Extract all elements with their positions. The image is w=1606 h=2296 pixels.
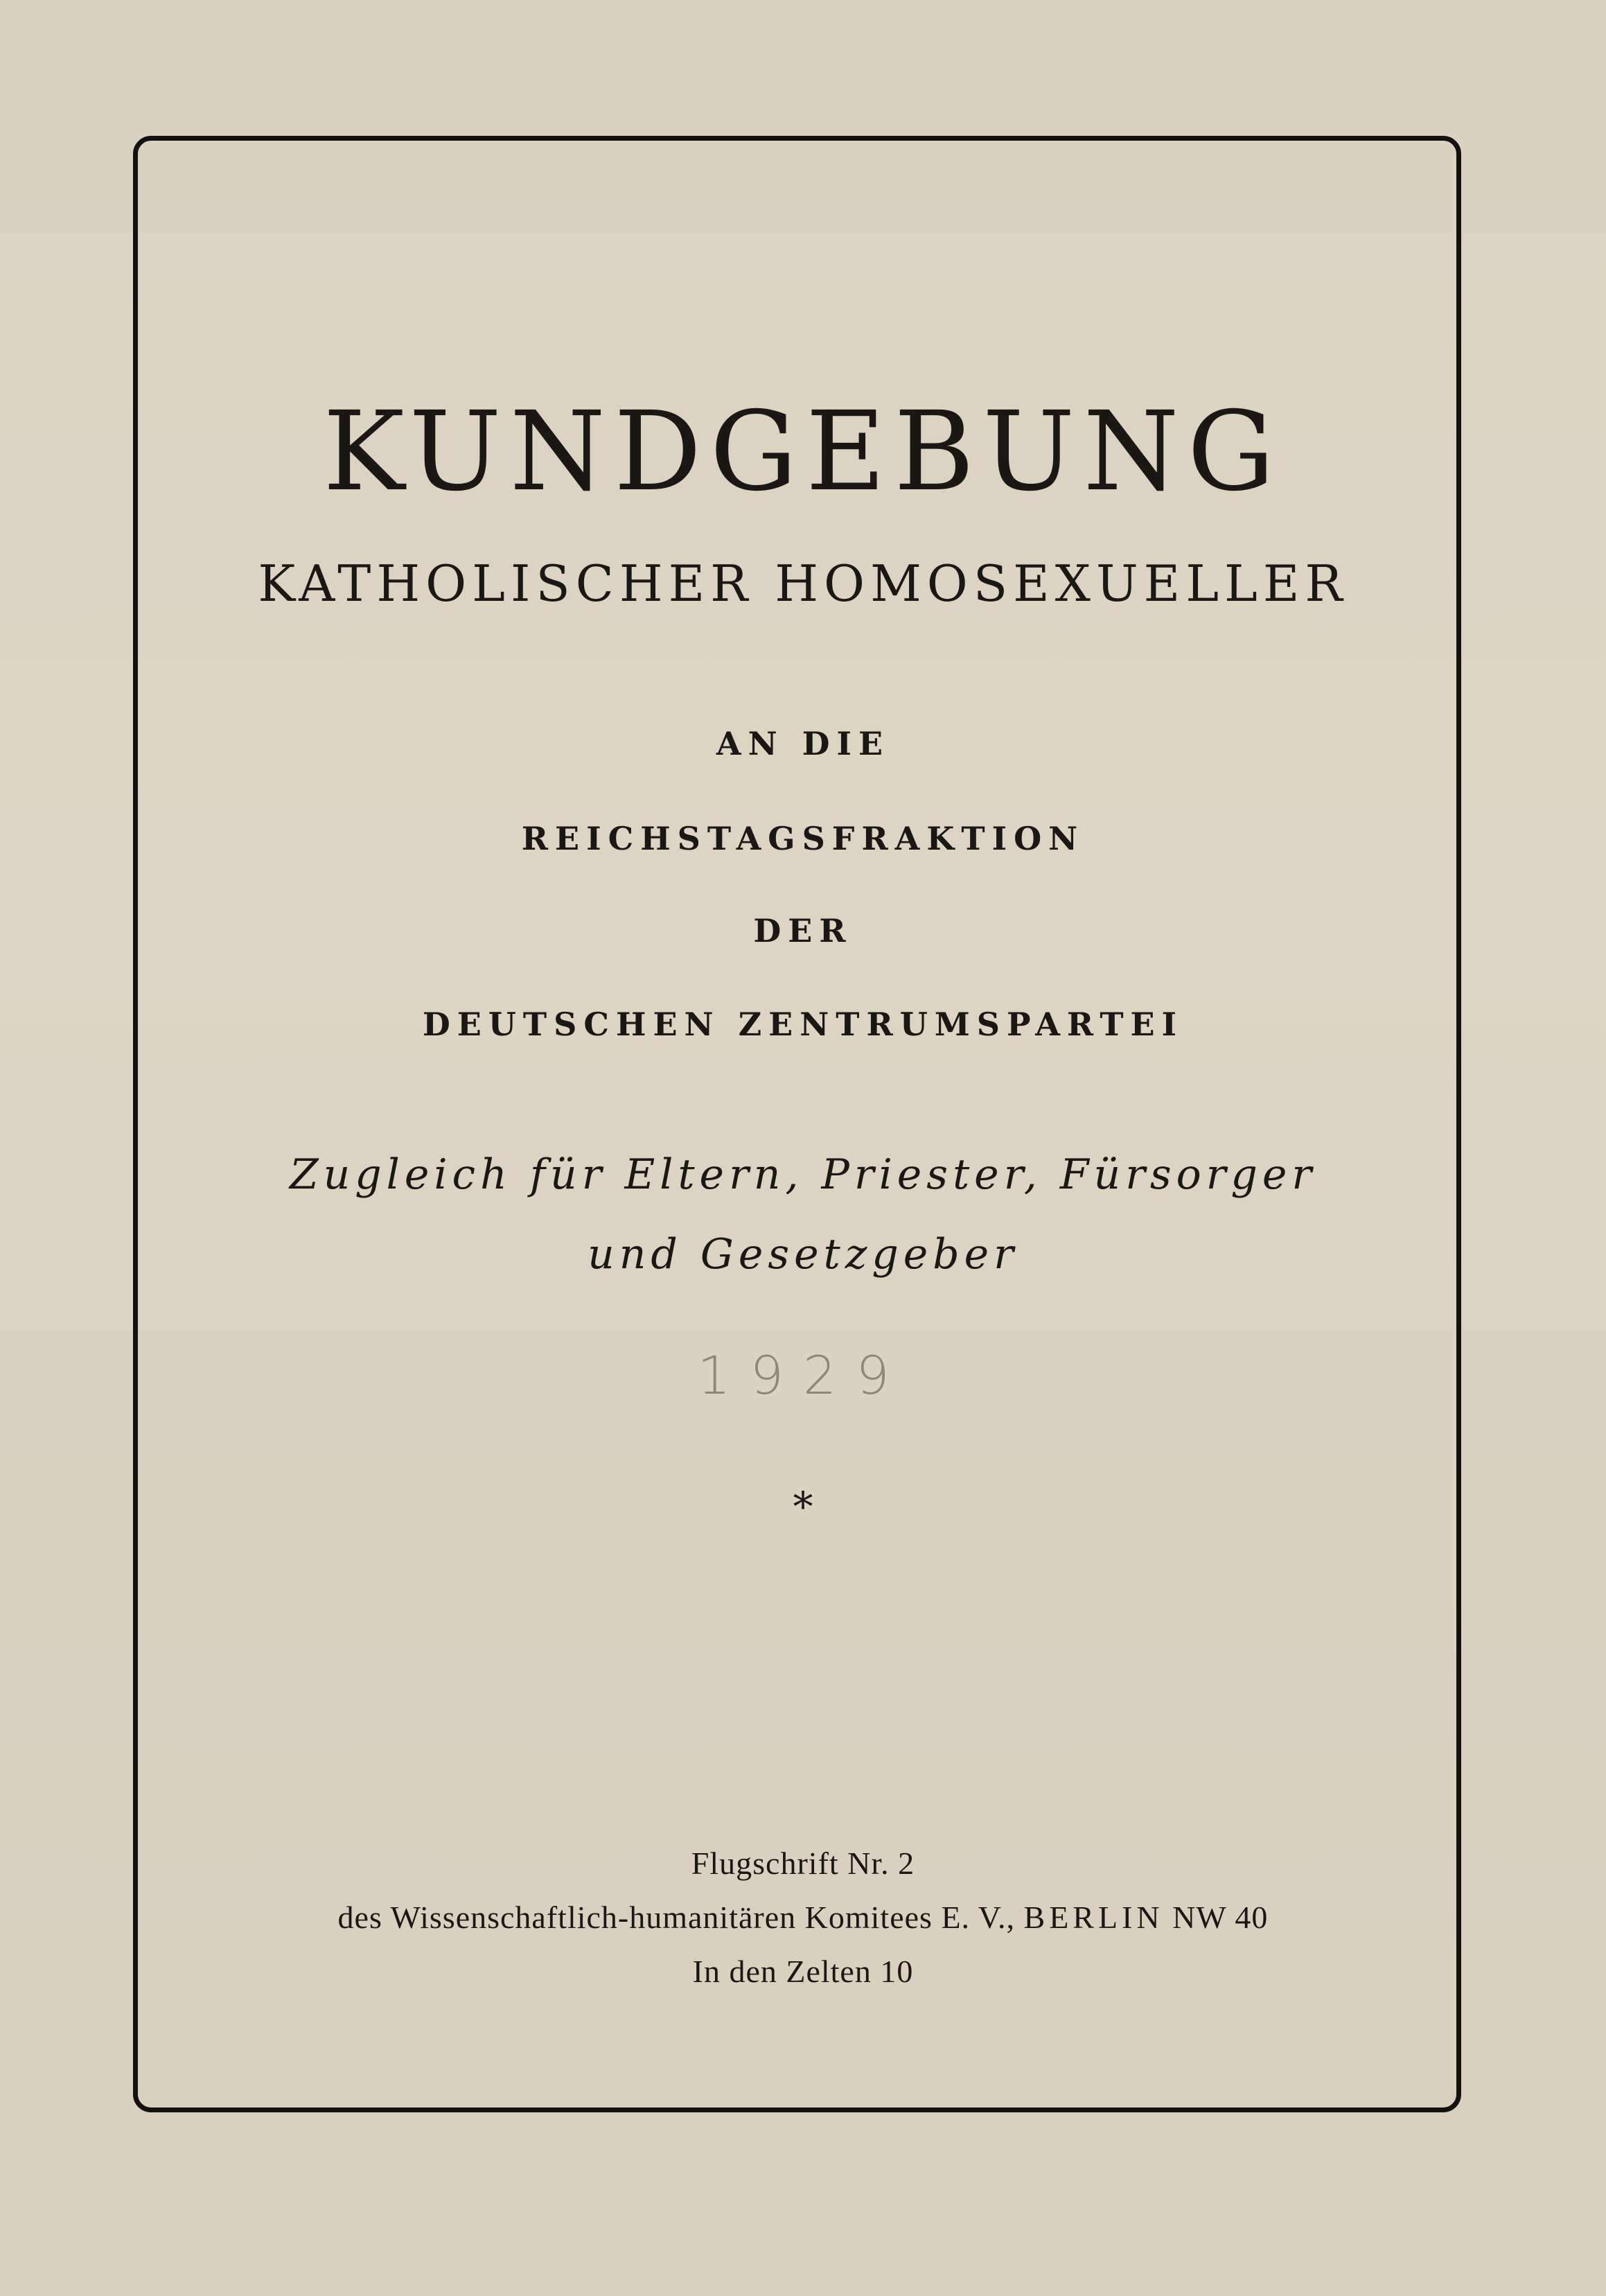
handwritten-year: 1929 <box>697 1344 909 1406</box>
asterisk-ornament: * <box>793 1483 813 1530</box>
footer-publisher: des Wissenschaftlich-humanitären Komitees E. V., <box>337 1900 1024 1935</box>
footer-district: NW 40 <box>1163 1900 1269 1935</box>
footer-line-2 <box>0 1899 1606 1936</box>
cover-subtitle: KATHOLISCHER HOMOSEXUELLER <box>258 554 1348 613</box>
footer-line-3: In den Zelten 10 <box>692 1954 914 1989</box>
tagline-line-1: Zugleich für Eltern, Priester, Fürsorger <box>289 1150 1317 1199</box>
addressee-line-3: DER <box>753 912 853 949</box>
cover-title: KUNDGEBUNG <box>323 388 1283 516</box>
tagline-line-2: und Gesetzgeber <box>588 1230 1018 1279</box>
footer-line-1: Flugschrift Nr. 2 <box>691 1846 915 1881</box>
addressee-line-2: REICHSTAGSFRAKTION <box>521 820 1085 857</box>
addressee-line-1: AN DIE <box>716 725 890 762</box>
addressee-line-4: DEUTSCHEN ZENTRUMSPARTEI <box>422 1006 1184 1043</box>
footer-city: BERLIN <box>1023 1900 1164 1935</box>
